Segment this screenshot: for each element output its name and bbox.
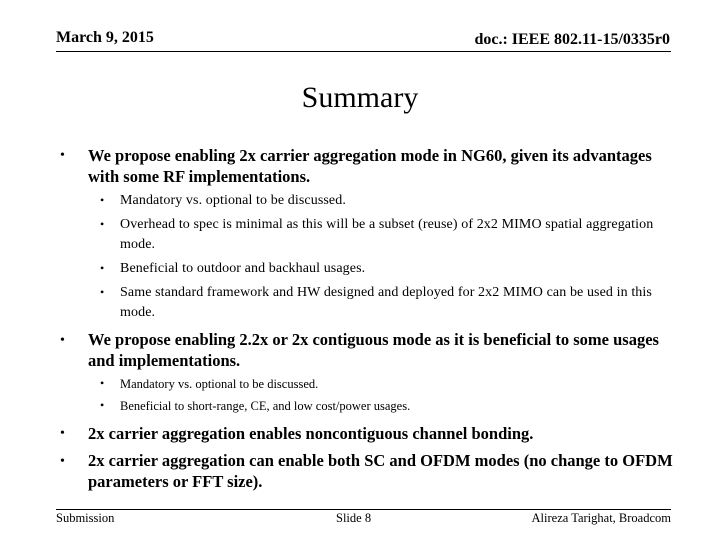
sub-bullet-2-2-text: Beneficial to short-range, CE, and low cost/power usages. [120,399,411,413]
header-rule [56,51,671,52]
footer-slide-number: Slide 8 [336,511,372,525]
sub-bullet-1-3-text: Beneficial to outdoor and backhaul usages. [120,261,366,276]
footer-submission: Submission [56,511,115,525]
sub-bullet-2-1-text: Mandatory vs. optional to be discussed. [120,377,319,391]
sub-bullet-1-2-marker: • [100,217,105,231]
bullet-4-text: 2x carrier aggregation can enable both SC and OFDM modes (no change to OFDM parameters or FFT size). [88,451,673,491]
sub-bullet-1-4-text: Same standard framework and HW designed and deployed for 2x2 MIMO can be used in this mode. [120,285,652,320]
sub-bullet-1-3-marker: • [100,261,105,275]
footer-author: Alireza Tarighat, Broadcom [531,511,671,525]
sub-bullet-1-2-text: Overhead to spec is minimal as this will be a subset (reuse) of 2x2 MIMO spatial aggregation mode. [120,217,654,252]
sub-bullet-1-1-text: Mandatory vs. optional to be discussed. [120,193,346,208]
bullet-2-marker: • [60,333,65,348]
footer-rule [56,509,671,510]
bullet-3-marker: • [60,426,65,441]
bullet-1-text: We propose enabling 2x carrier aggregation mode in NG60, given its advantages with some RF implementations. [88,146,652,186]
bullet-1-marker: • [60,148,65,163]
sub-bullet-2-1-marker: • [100,376,105,390]
bullet-3-text: 2x carrier aggregation enables noncontiguous channel bonding. [88,424,534,443]
header-doc-id: doc.: IEEE 802.11-15/0335r0 [474,31,670,48]
slide-title: Summary [301,81,419,114]
header-date: March 9, 2015 [56,29,154,46]
sub-bullet-1-4-marker: • [100,285,105,299]
sub-bullet-2-2-marker: • [100,398,105,412]
sub-bullet-1-1-marker: • [100,193,105,207]
bullet-4-marker: • [60,454,65,469]
bullet-2-text: We propose enabling 2.2x or 2x contiguous mode as it is beneficial to some usages and implementations. [88,330,659,370]
